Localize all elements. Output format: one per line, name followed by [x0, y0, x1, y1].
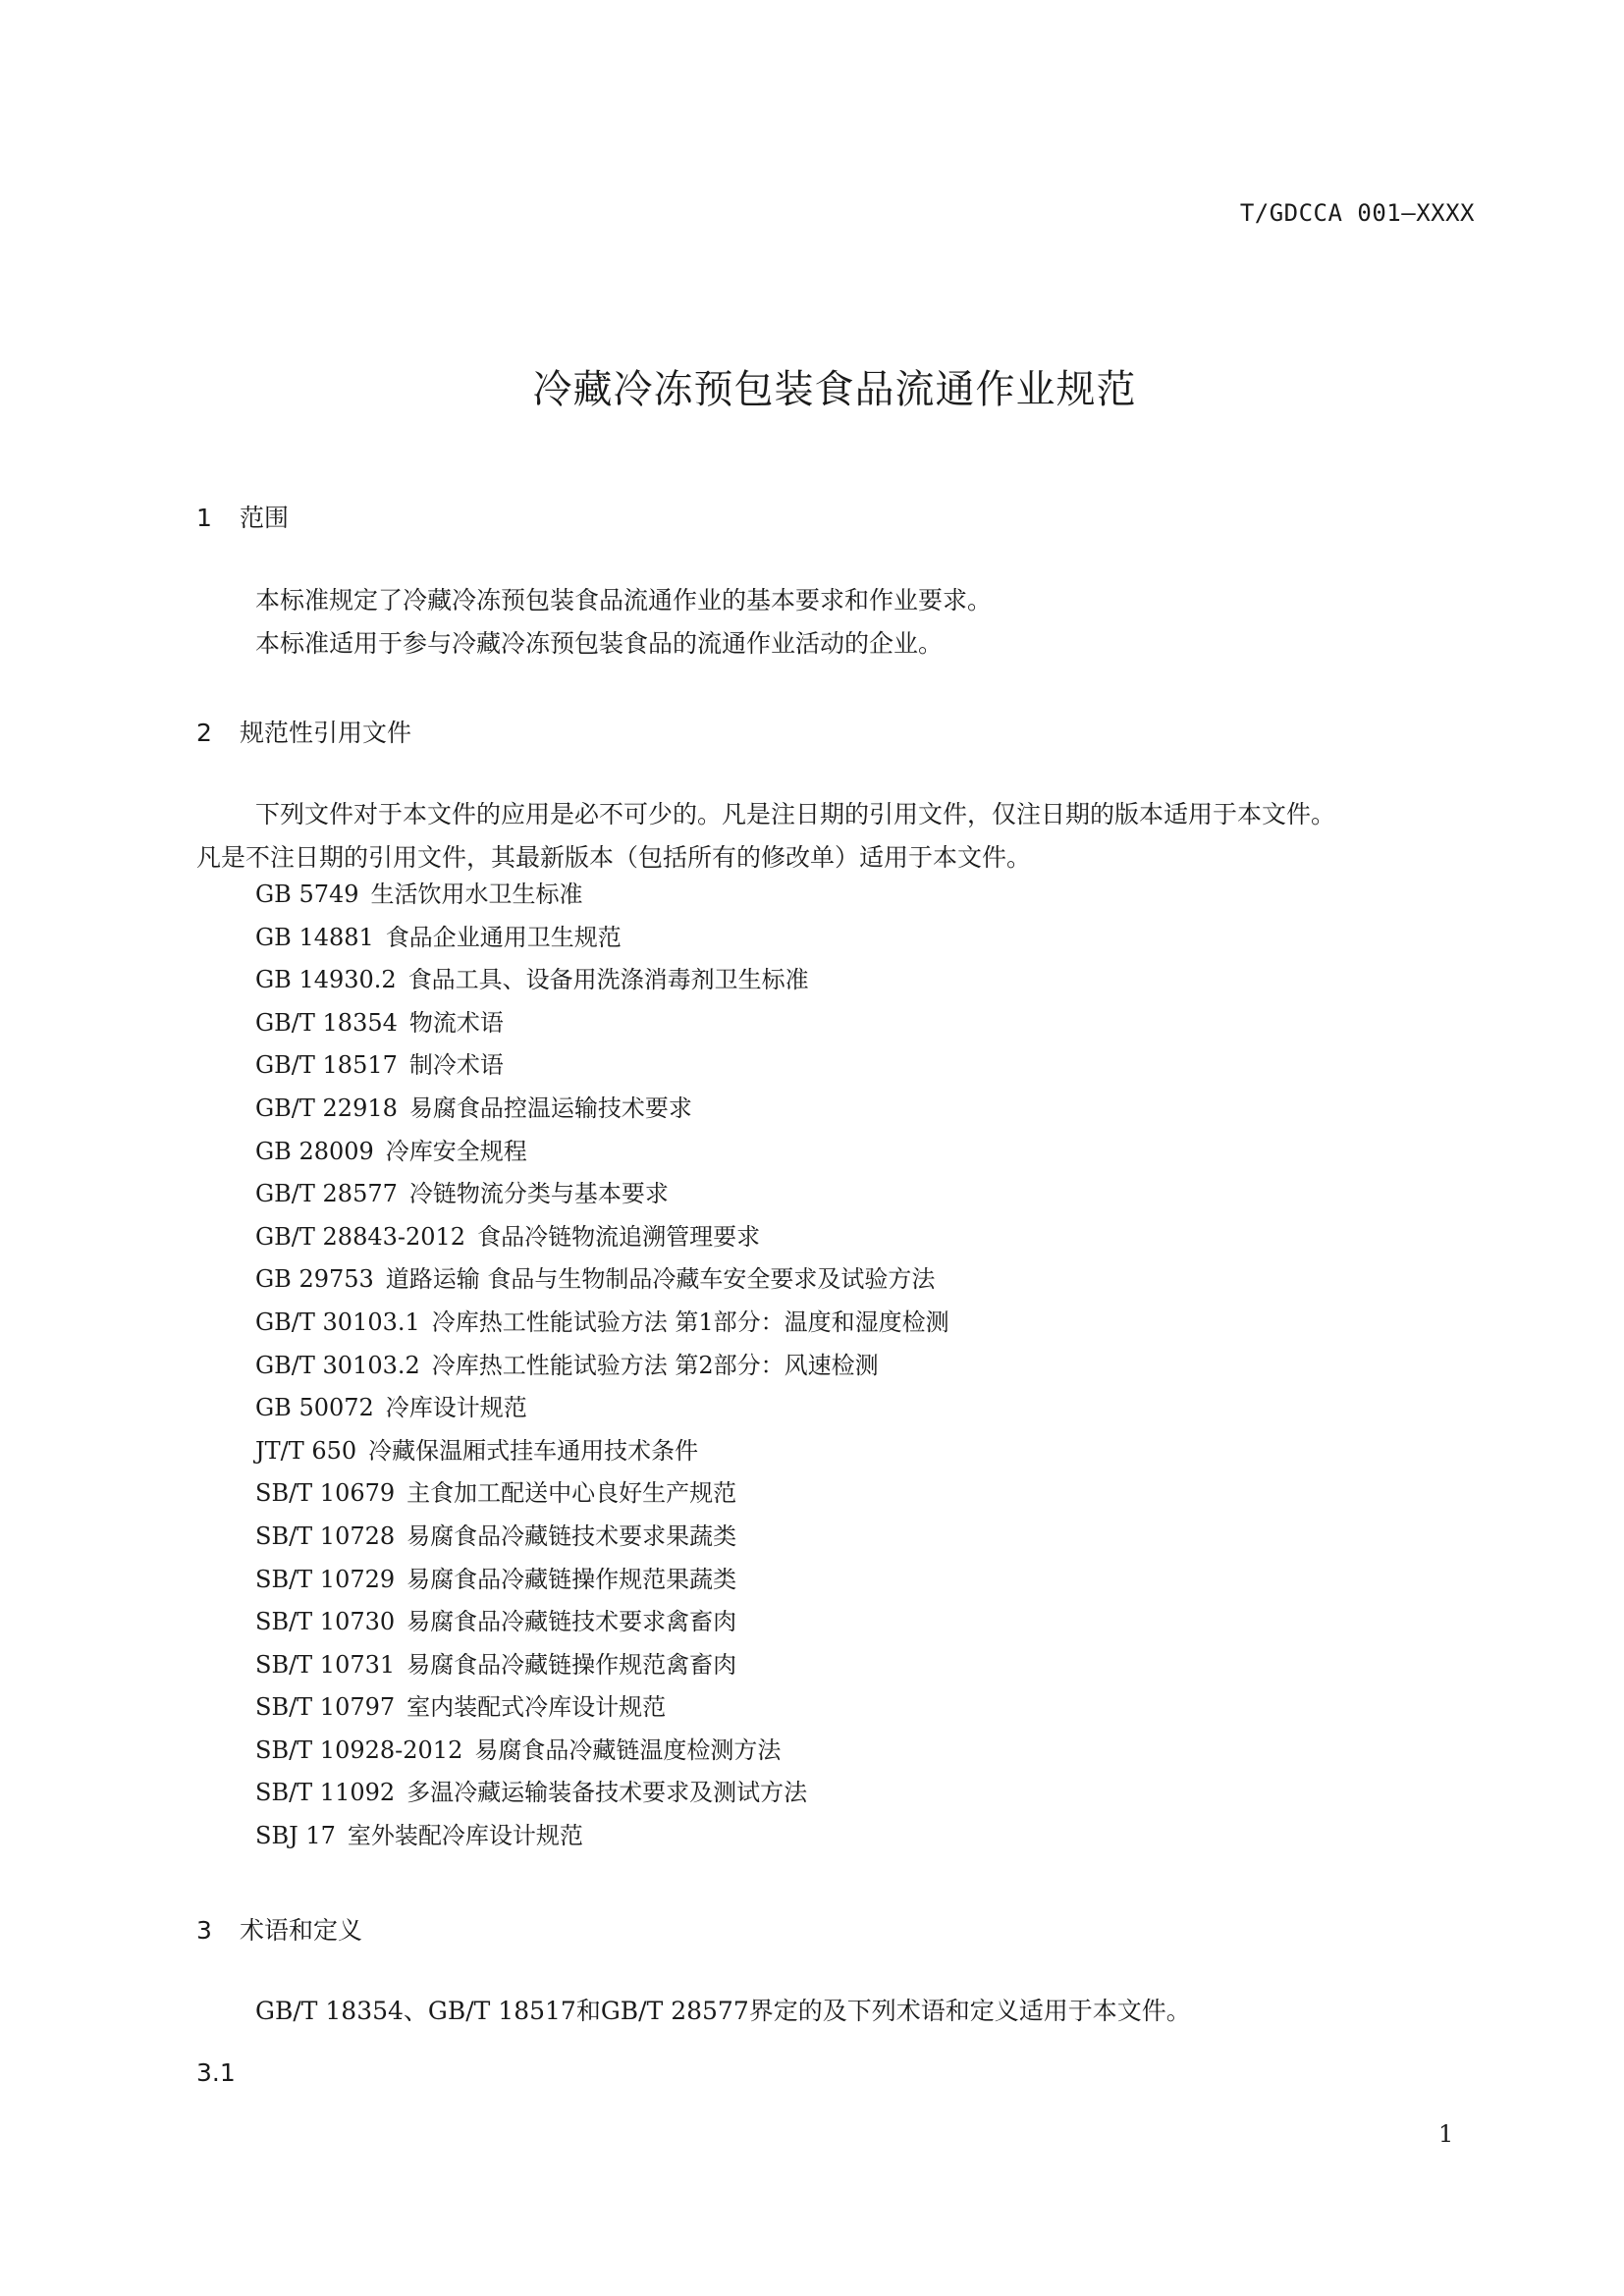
reference-code: GB 14930.2	[255, 966, 397, 994]
reference-code: GB/T 30103.2	[255, 1351, 420, 1379]
section-title: 术语和定义	[240, 1916, 363, 1945]
reference-item	[255, 1644, 949, 1687]
reference-item	[255, 1216, 949, 1259]
reference-title: 食品工具、设备用洗涤消毒剂卫生标准	[407, 966, 809, 994]
reference-title: 道路运输 食品与生物制品冷藏车安全要求及试验方法	[385, 1265, 936, 1294]
reference-title: 冷库安全规程	[385, 1137, 527, 1165]
section-number: 1	[196, 504, 212, 532]
reference-title: 易腐食品冷藏链技术要求果蔬类	[406, 1522, 737, 1550]
reference-code: GB/T 18354	[255, 1008, 398, 1037]
reference-item	[255, 1815, 949, 1858]
reference-title: 易腐食品冷藏链操作规范果蔬类	[406, 1565, 737, 1593]
reference-item	[255, 1516, 949, 1559]
reference-title: 物流术语	[408, 1008, 504, 1037]
reference-code: GB/T 22918	[255, 1094, 398, 1122]
scope-paragraph: 本标准规定了冷藏冷冻预包装食品流通作业的基本要求和作业要求。	[255, 586, 993, 614]
reference-item	[255, 959, 949, 1002]
reference-item	[255, 1686, 949, 1730]
clause-number: 3.1	[196, 2058, 236, 2087]
reference-item	[255, 1258, 949, 1302]
reference-item	[255, 1387, 949, 1430]
reference-code: GB/T 28843-2012	[255, 1222, 466, 1251]
reference-item	[255, 1131, 949, 1174]
reference-title: 食品冷链物流追溯管理要求	[477, 1222, 761, 1251]
reference-list	[255, 874, 949, 1858]
section-number: 3	[196, 1916, 212, 1945]
reference-code: SB/T 10729	[255, 1565, 396, 1593]
reference-item	[255, 874, 949, 917]
section-heading-normative-references	[196, 714, 411, 749]
reference-code: GB/T 28577	[255, 1180, 398, 1208]
reference-title: 冷链物流分类与基本要求	[408, 1180, 669, 1208]
reference-title: 冷藏保温厢式挂车通用技术条件	[368, 1436, 699, 1465]
reference-code: GB 14881	[255, 923, 374, 951]
reference-code: GB/T 18517	[255, 1051, 398, 1080]
reference-title: 食品企业通用卫生规范	[385, 923, 622, 951]
reference-item	[255, 917, 949, 960]
reference-code: SB/T 10731	[255, 1650, 396, 1679]
reference-item	[255, 1088, 949, 1131]
reference-title: 冷库热工性能试验方法 第2部分：风速检测	[431, 1351, 879, 1379]
reference-item	[255, 1772, 949, 1815]
reference-title: 室外装配冷库设计规范	[347, 1822, 583, 1850]
reference-code: SB/T 10728	[255, 1522, 396, 1550]
reference-title: 室内装配式冷库设计规范	[406, 1693, 667, 1722]
reference-code: SBJ 17	[255, 1822, 336, 1850]
reference-title: 主食加工配送中心良好生产规范	[406, 1479, 737, 1508]
reference-item	[255, 1302, 949, 1345]
section-number: 2	[196, 719, 212, 747]
reference-item	[255, 1173, 949, 1216]
reference-title: 易腐食品控温运输技术要求	[408, 1094, 692, 1122]
terms-paragraph: GB/T 18354、GB/T 18517和GB/T 28577界定的及下列术语和定义适用于本文件。	[255, 1997, 1191, 2025]
reference-item	[255, 1044, 949, 1088]
section-title: 规范性引用文件	[240, 719, 412, 747]
reference-title: 冷库设计规范	[385, 1394, 527, 1422]
reference-code: GB 5749	[255, 881, 359, 908]
reference-code: JT/T 650	[255, 1436, 357, 1465]
references-intro-line: 下列文件对于本文件的应用是必不可少的。凡是注日期的引用文件，仅注日期的版本适用于本文件。	[255, 800, 1336, 828]
reference-code: GB 50072	[255, 1394, 374, 1422]
reference-item	[255, 1002, 949, 1045]
reference-code: SB/T 11092	[255, 1779, 396, 1807]
reference-title: 易腐食品冷藏链技术要求禽畜肉	[406, 1608, 737, 1636]
reference-code: GB 29753	[255, 1265, 374, 1294]
reference-title: 多温冷藏运输装备技术要求及测试方法	[406, 1779, 808, 1807]
reference-item	[255, 1559, 949, 1602]
section-heading-terms	[196, 1911, 362, 1947]
document-title: 冷藏冷冻预包装食品流通作业规范	[532, 367, 1137, 412]
reference-code: SB/T 10679	[255, 1479, 396, 1508]
section-title: 范围	[240, 504, 290, 532]
reference-item	[255, 1345, 949, 1388]
section-heading-scope	[196, 499, 289, 534]
page-number: 1	[1438, 2120, 1454, 2148]
reference-code: GB/T 30103.1	[255, 1308, 420, 1336]
reference-item	[255, 1730, 949, 1773]
reference-title: 制冷术语	[408, 1051, 504, 1080]
scope-paragraph: 本标准适用于参与冷藏冷冻预包装食品的流通作业活动的企业。	[255, 629, 944, 658]
reference-item	[255, 1430, 949, 1473]
terms-paragraph-block	[196, 1990, 1483, 2033]
reference-code: SB/T 10797	[255, 1693, 396, 1722]
reference-code: SB/T 10928-2012	[255, 1735, 463, 1764]
references-intro	[196, 793, 1483, 880]
reference-title: 易腐食品冷藏链操作规范禽畜肉	[406, 1650, 737, 1679]
standard-code: T/GDCCA 001—XXXX	[1239, 199, 1475, 227]
reference-item	[255, 1472, 949, 1516]
references-intro-line: 凡是不注日期的引用文件，其最新版本（包括所有的修改单）适用于本文件。	[196, 843, 1032, 872]
reference-code: GB 28009	[255, 1137, 374, 1165]
reference-title: 易腐食品冷藏链温度检测方法	[474, 1735, 782, 1764]
reference-item	[255, 1601, 949, 1644]
reference-code: SB/T 10730	[255, 1608, 396, 1636]
reference-title: 冷库热工性能试验方法 第1部分：温度和湿度检测	[431, 1308, 949, 1336]
scope-paragraphs	[196, 579, 1483, 666]
reference-title: 生活饮用水卫生标准	[370, 881, 583, 908]
